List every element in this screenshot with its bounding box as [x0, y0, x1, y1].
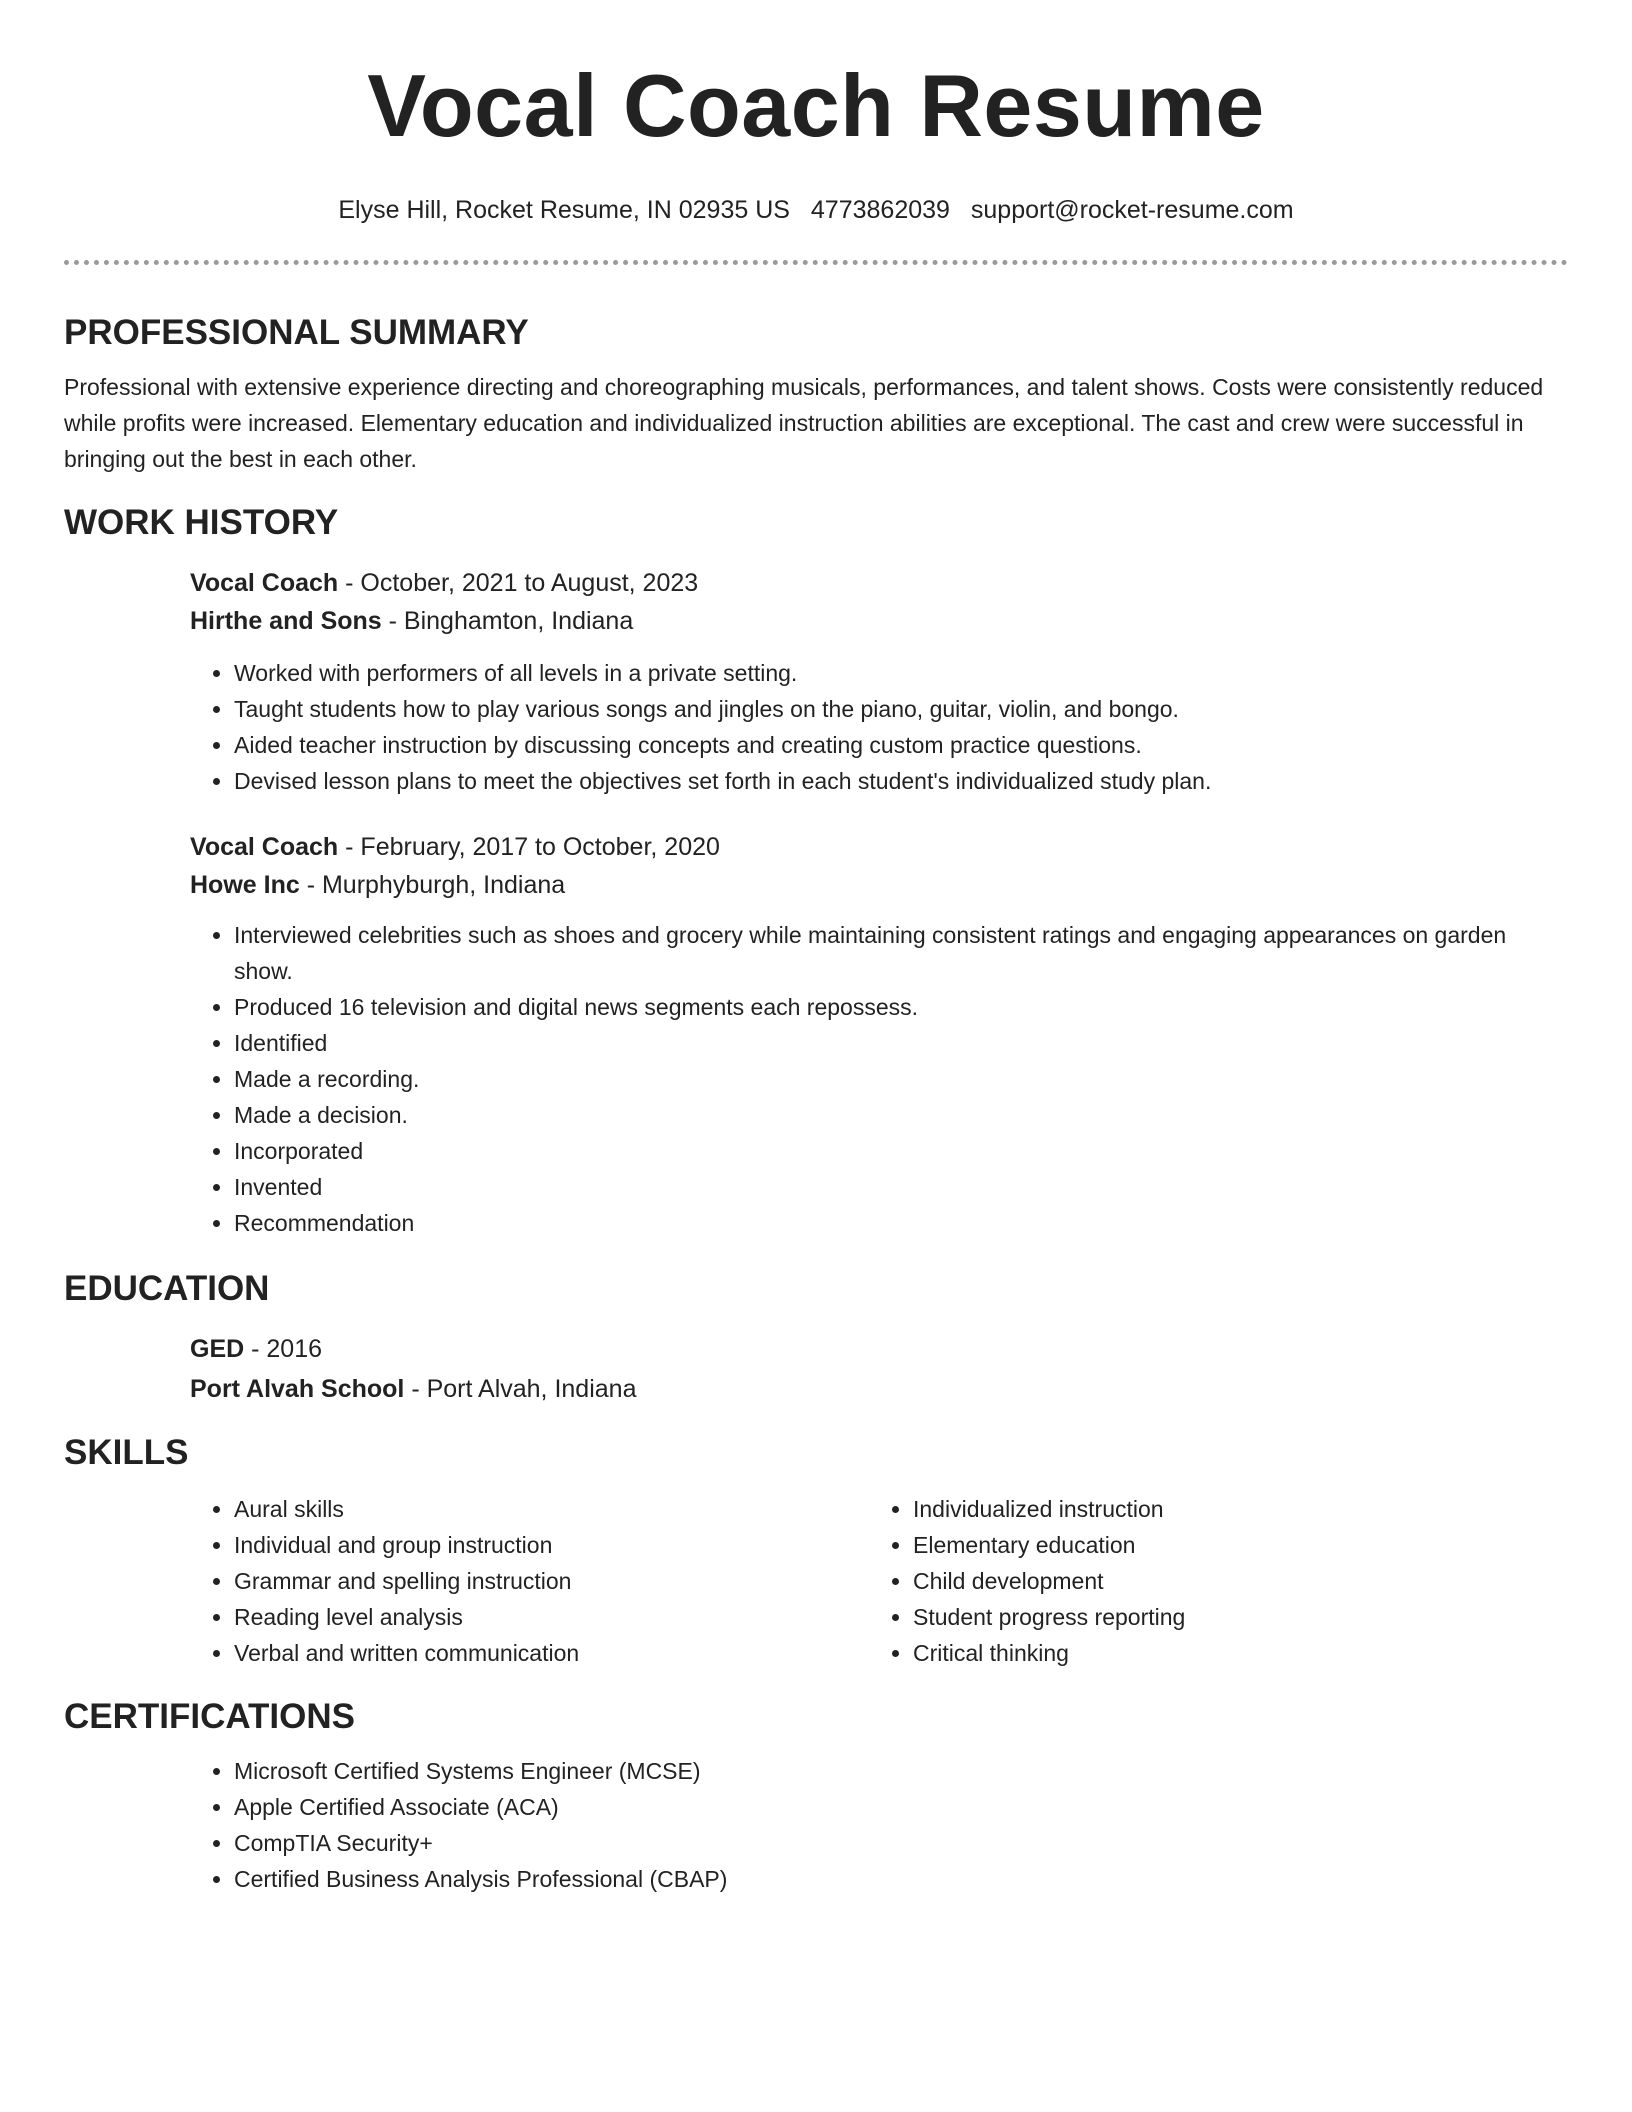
skills-column-right — [869, 1491, 1548, 1671]
list-item: • Recommendation — [234, 1205, 1568, 1241]
list-item: • Incorporated — [234, 1133, 1568, 1169]
job-title: Vocal Coach — [190, 569, 339, 597]
list-item: • Student progress reporting — [913, 1599, 1548, 1635]
list-item: • Taught students how to play various songs and jingles on the piano, guitar, violin, and bongo. — [234, 691, 1568, 727]
certifications-entry — [190, 1753, 1568, 1897]
degree: GED — [190, 1335, 245, 1363]
header-divider — [64, 260, 1568, 265]
degree-line — [190, 1331, 1568, 1367]
certifications-heading: CERTIFICATIONS — [64, 1697, 356, 1736]
job-title-line — [190, 565, 1568, 601]
summary-section — [64, 311, 1568, 477]
school-location: - Port Alvah, Indiana — [404, 1375, 637, 1403]
job-company: Hirthe and Sons — [190, 607, 382, 635]
list-item: • Elementary education — [913, 1527, 1548, 1563]
contact-line — [64, 194, 1568, 226]
job-entry — [190, 565, 1568, 799]
job-company-line — [190, 603, 1568, 639]
list-item: • Made a decision. — [234, 1097, 1568, 1133]
list-item: • Produced 16 television and digital news segments each repossess. — [234, 989, 1568, 1025]
list-item: • Identified — [234, 1025, 1568, 1061]
education-entry — [190, 1331, 1568, 1407]
skills-section — [64, 1431, 1568, 1671]
list-item: • Interviewed celebrities such as shoes and grocery while maintaining consistent ratings and engaging appearances on garden show. — [234, 917, 1568, 989]
work-history-heading: WORK HISTORY — [64, 503, 339, 542]
list-item: • Child development — [913, 1563, 1548, 1599]
skills-column-left — [190, 1491, 869, 1671]
job-company: Howe Inc — [190, 871, 300, 899]
list-item: • Devised lesson plans to meet the objectives set forth in each student's individualized study plan. — [234, 763, 1568, 799]
list-item: • Apple Certified Associate (ACA) — [234, 1789, 1568, 1825]
list-item: • Made a recording. — [234, 1061, 1568, 1097]
job-dates: - February, 2017 to October, 2020 — [338, 833, 720, 861]
list-item: • Aided teacher instruction by discussing concepts and creating custom practice questions. — [234, 727, 1568, 763]
job-company-line — [190, 867, 1568, 903]
list-item: • Grammar and spelling instruction — [234, 1563, 869, 1599]
certifications-section — [64, 1695, 1568, 1897]
list-item: • CompTIA Security+ — [234, 1825, 1568, 1861]
education-section — [64, 1267, 1568, 1407]
job-location: - Binghamton, Indiana — [381, 607, 634, 635]
job-entry — [190, 829, 1568, 1241]
contact-email: support@rocket-resume.com — [970, 196, 1294, 224]
contact-phone: 4773862039 — [810, 196, 950, 224]
job-location: - Murphyburgh, Indiana — [299, 871, 566, 899]
list-item: • Verbal and written communication — [234, 1635, 869, 1671]
education-heading: EDUCATION — [64, 1269, 270, 1308]
contact-address: Elyse Hill, Rocket Resume, IN 02935 US — [338, 196, 790, 224]
job-dates: - October, 2021 to August, 2023 — [338, 569, 699, 597]
list-item: • Aural skills — [234, 1491, 869, 1527]
work-history-section — [64, 501, 1568, 1241]
job-duties-list — [190, 917, 1568, 1241]
job-title-line — [190, 829, 1568, 865]
page-title: Vocal Coach Resume — [367, 56, 1265, 155]
list-item: • Certified Business Analysis Professional (CBAP) — [234, 1861, 1568, 1897]
job-duties-list — [190, 655, 1568, 799]
list-item: • Worked with performers of all levels in a private setting. — [234, 655, 1568, 691]
job-title: Vocal Coach — [190, 833, 339, 861]
degree-year: - 2016 — [244, 1335, 323, 1363]
certifications-list — [190, 1753, 1568, 1897]
skills-grid — [190, 1491, 1568, 1671]
list-item: • Reading level analysis — [234, 1599, 869, 1635]
list-item: • Critical thinking — [913, 1635, 1548, 1671]
summary-heading: PROFESSIONAL SUMMARY — [64, 313, 529, 352]
skills-list — [190, 1491, 869, 1671]
summary-text: Professional with extensive experience directing and choreographing musicals, performances, and talent shows. Costs were consistently reduced while profits were increased. Elementary education and individualized instruction abilities are exceptional. The cast and crew were successful in bringing out the best in each other. — [64, 374, 1544, 472]
school-line — [190, 1371, 1568, 1407]
list-item: • Invented — [234, 1169, 1568, 1205]
school-name: Port Alvah School — [190, 1375, 405, 1403]
skills-list — [869, 1491, 1548, 1671]
list-item: • Individual and group instruction — [234, 1527, 869, 1563]
skills-heading: SKILLS — [64, 1433, 189, 1472]
list-item: • Microsoft Certified Systems Engineer (MCSE) — [234, 1753, 1568, 1789]
list-item: • Individualized instruction — [913, 1491, 1548, 1527]
